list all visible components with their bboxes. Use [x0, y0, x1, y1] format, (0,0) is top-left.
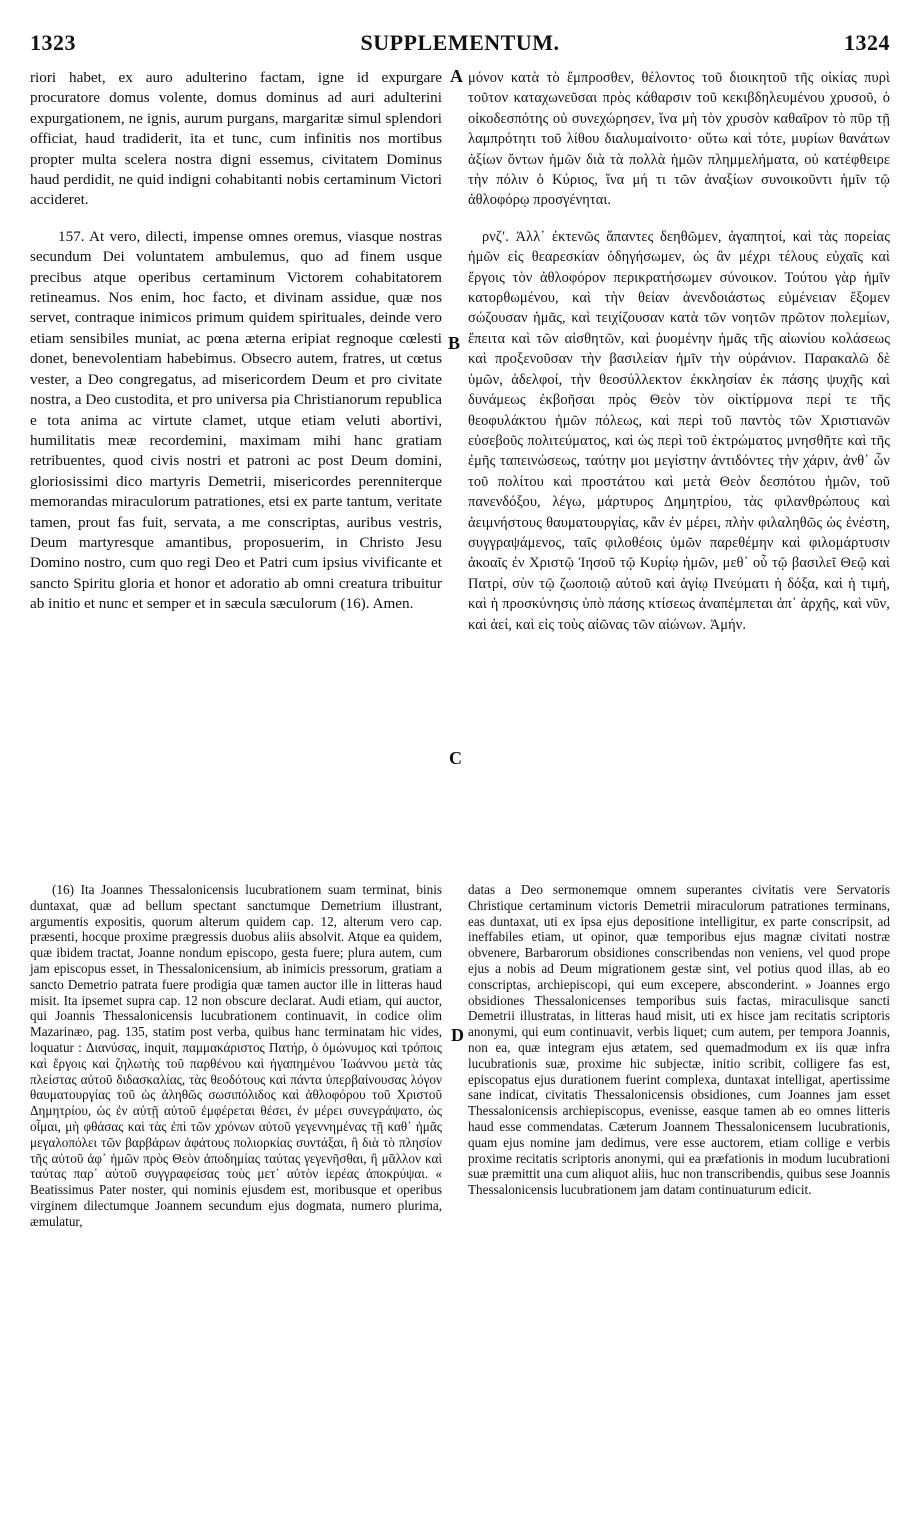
footnote-16-part-1: (16) Ita Joannes Thessalonicensis lucubrationem suam terminat, binis duntaxat, quæ ad bellum spectant sanctumque Demetrium illustrant, argumentis expositis, quorum alterum quidem cap. 12, alterum vero cap. præsenti, hocque proxime prægressis duobus aliis absolvit. Atque ea quidem, quæ ibidem tractat, Joanne nondum episcopo, gesta fuere; plura autem, cum jam episcopus esset, in Thessalonicensium, ab inimicis pressorum, gratiam a sancto Demetrio patrata fuere prodigia quæ tamen auctor ille in litteras haud misit. Ita ipsemet supra cap. 12 non obscure declarat. Audi etiam, qui auctor, qui Joannis Thessalonicensis lucubrationem continuavit, in codice olim Mazarinæo, pag. 135, statim post verba, quibus hanc terminatam hic vides, loquatur : Διανύσας, inquit, παμμακάριστος Πατήρ, ὁ ὁμώνυμος καὶ τρόποις καὶ ἔργοις καὶ ζηλωτὴς τοῦ παρθένου καὶ ἠγαπημένου Ἰωάννου μετὰ τὰς πλείστας αὐτοῦ διδασκαλίας, τὰς θεοδότους καὶ πάντα ὑπερβαίνουσας λόγον θαυματουργίας τοῦ ὡς ἀληθῶς σωσιπόλιδος καὶ ἀθλοφόρου τοῦ Χριστοῦ Δημητρίου, ὡς ἐν αὐτῇ αὐτοῦ ἐμφέρεται θέσει, ἐν μέρει συνεγράψατο, ὡς οἶμαι, μὴ φθάσας καὶ τὰς ἐπὶ τῶν χρόνων αὐτοῦ γεγεννημένας τῇ καθ᾽ ἡμᾶς μεγαλοπόλει τῶν βαρβάρων ἀφάτους πολιορκίας συντάξαι, ἢ διὰ τὸ πλησίον τῆς αὐτοῦ ἀφ᾽ ἡμῶν πρὸς Θεὸν ἀποδημίας ταύτας γεγενῆσθαι, ἢ μᾶλλον καὶ ταύτας παρ᾽ αὐτοῦ συγγραφείσας τοὺς μετ᾽ αὐτὸν ἱερέας ἀποκρύψαι. « Beatissimus Pater noster, qui nominis ejusdem est, moribusque et operibus virginem dilectumque Joannem secundum ejus dogmata, numero plurima, æmulatur,	[30, 882, 442, 1229]
section-marker-c: C	[449, 748, 462, 768]
latin-paragraph-1: riori habet, ex auro adulterino factam, igne id expurgare procuratore domus volente, domus dominus ad auri adulterini expurgationem, ne ignis, aurum purgans, margaritæ simul splendori officiat, haud tradiderit, ita et tunc, cum infinitis nos mortibus propter multa scelera nostra digni essemus, civitatem Dominus haud perdidit, ne quid indigni cohabitanti nobis certaminum Victori accideret.	[30, 69, 442, 209]
footnote-column-right	[468, 882, 890, 1198]
greek-paragraph-157: ρνζʹ. Ἀλλ᾽ ἐκτενῶς ἅπαντες δεηθῶμεν, ἀγαπητοί, καὶ τὰς πορείας ἡμῶν εἰς θεαρεσκίαν ὁδηγήσωμεν, ὡς ἂν μέχρι τέλους εὐχαῖς καὶ ἔργοις τὸν ἀθλοφόρον περικρατήσωμεν σύνοικον. Τούτου γὰρ ἡμῖν κατορθωμένου, καὶ τὴν θείαν ἀνενδοιάστως εὐμένειαν ἕξομεν σώζουσαν ἡμᾶς, καὶ τειχίζουσαν κατὰ τῶν νοητῶν πρῶτον πολεμίων, ἔπειτα καὶ τῶν αἰσθητῶν, καὶ ῥυομένην ἡμᾶς τῆς αἰωνίου κολάσεως καὶ προξενοῦσαν τὴν βασιλείαν ἡμῖν τὴν οὐράνιον. Παρακαλῶ δὲ ὑμῶν, ἀδελφοί, τὴν θεοσύλλεκτον ἐκκλησίαν ἐκ πάσης ψυχῆς καὶ δυνάμεως ἐκβοῆσαι πρὸς Θεὸν τὸν οἰκτίρμονα περί τε τῆς θεοφυλάκτου ἡμῶν πόλεως, καὶ περὶ τοῦ παντὸς τῶν Χριστιανῶν εὐσεβοῦς πολιτεύματος, καὶ ὡς περὶ τοῦ ἐκτρώματος μνησθῆτε καὶ τῆς ἐμῆς ταπεινώσεως, ταύτην μοι μεγίστην ἀντιδόντες τὴν χάριν, ἀνθ᾽ ὧν τοῦ πολίτου καὶ προστάτου καὶ μετὰ Θεὸν δεσπότου ἡμῶν, τοῦ πανενδόξου, λέγω, μάρτυρος Δημητρίου, τὰς φιλανθρώπους καὶ ἀειμνήστους θαυματουργίας, κἂν ἐν μέρει, πλὴν φιλαληθῶς ὡς ἐνέστη, συγγραψάμενος, ταῖς φιλοθέοις ὑμῶν παρεθέμην καὶ φιλομάρτυσιν ἀκοαῖς ἐν Χριστῷ Ἰησοῦ τῷ Κυρίῳ ἡμῶν, μεθ᾽ οὗ τῷ βασιλεῖ Θεῷ καὶ Πατρί, σὺν τῷ ζωοποιῷ αὐτοῦ καὶ ἁγίῳ Πνεύματι ἡ δόξα, καὶ ἡ τιμή, καὶ ἡ προσκύνησις ὑπὸ πάσης κτίσεως ἀναπέμπεται ἀπ᾽ ἀρχῆς, καὶ νῦν, καὶ ἀεί, καὶ εἰς τοὺς αἰῶνας τῶν αἰώνων. Ἀμήν.	[468, 228, 890, 633]
greek-paragraph-1: μόνον κατὰ τὸ ἔμπροσθεν, θέλοντος τοῦ διοικητοῦ τῆς οἰκίας πυρὶ τοῦτον καταχωνεῦσαι πρὸς κάθαρσιν τοῦ κεκιβδηλευμένου χρυσοῦ, ὁ οἰκοδεσπότης οὐ συνεχώρησεν, ἵνα μὴ τὸν χρυσὸν καθαῖρον τὸ πῦρ τῇ λαμπρότητι τοῦ λίθου διαλυμαίνοιτο· οὕτω καὶ τότε, μυρίων θανάτων ἀξίων ὄντων ἡμῶν διὰ τὰ πολλὰ ἡμῶν πλημμελήματα, οὐ κατέφθειρε τὴν πόλιν ὁ Κύριος, ἵνα μή τι τῶν ἀναξίων συνοικοῦντι ἡμῖν τῷ ἀθλοφόρῳ προσγένηται.	[468, 70, 890, 209]
greek-main-column	[468, 68, 890, 635]
page-header	[30, 30, 890, 60]
section-marker-b: B	[448, 333, 461, 353]
page-number-right: 1324	[844, 30, 890, 55]
section-marker-a: A	[450, 66, 463, 86]
footnote-16-part-2: datas a Deo sermonemque omnem superantes civitatis vere Servatoris Christique certaminum victoris Demetrii miraculorum patrationes terminans, eas duntaxat, uti ex ipsa ejus depositione intelligitur, ex parte conscripsit, ad ineffabiles etiam, ut opinor, quæ temporibus ejus magnæ civitati nostræ obvenere, Barbarorum obsidiones conscribendas non veniens, vel quod prope ejus a nobis ad Deum migrationem gestæ sint, vel potius quod illas, ab eo conscriptas, archiepiscopi, qui eum excepere, absconderint. » Joannes ergo obsidiones Thessalonicenses temporibus suis factas, miraculisque sancti Demetrii illustratas, in litteras haud misit, uti ex hisce jam recitatis scriptoris anonymi, qui eum continuavit, verbis liquet; cum autem, per tempora Joannis, non ea, quæ integram ejus ætatem, sed quemadmodum ex iis quæ infra lucubrationis suæ, proxime hic subjectæ, initio scribit, colligere fas est, episcopatus ejus durationem fuerint complexa, duntaxat intelligat, apertissime sane indicat, civitatis Thessalonicensis obsidiones, cum Joannes jam esset Thessalonicensis archiepiscopus, evenisse, easque tamen ab eo omnes litteris haud esse commendatas. Cæterum Joannem Thessalonicensem lucubrationis, quam ejus nomine jam dedimus, vere esse auctorem, etiam collige e verbis proxime recitatis scriptoris anonymi, qui ea præfationis in modum lucubrationi suæ præmittit una cum aliquot aliis, huc non transcribendis, quibus sese Joannis Thessalonicensis lucubrationem jam datam continuaturum edicit.	[468, 882, 890, 1198]
latin-paragraph-157: 157. At vero, dilecti, impense omnes oremus, viasque nostras secundum Dei voluntatem ambulemus, quo ad finem usque precibus atque operibus certaminum Victorem cohabitatorem retineamus. Nos enim, hoc facto, et divinam assidue, quæ nos servet, contraque inimicos primum quidem spirituales, deinde vero etiam sensibiles muniat, ac pœna æterna eripiat regnoque cœlesti donet, benevolentiam habebimus. Obsecro autem, fratres, ut cœtus vester, a Deo congregatus, ad misericordem Deum et pro civitate nostra, a Deo custodita, et pro universa pia Christianorum republica e tota anima ac virtute clamet, utque etiam veluti abortivi, humilitatis meæ recordemini, maximam mihi hanc gratiam retribuentes, quod civis nostri et patroni ac post Deum domini, gloriosissimi dico martyris Demetrii, misericordes perenniterque memorandas miraculorum patrationes, etsi ex parte tantum, veritate tamen, prout fas fuit, servata, a me conscriptas, auribus vestris, Deum martyresque amantibus, proposuerim, in Christo Jesu Domino nostro, cum quo regi Deo et Patri cum ipsius vivificante et sancto Spiritu gloria et honor et adoratio ab omni creatura tribuitur ab initio et nunc et semper et in sæcula sæculorum (16). Amen.	[30, 227, 442, 613]
latin-main-column	[30, 68, 442, 615]
running-title: SUPPLEMENTUM.	[360, 30, 560, 55]
page-number-left: 1323	[30, 30, 76, 55]
footnote-column-left	[30, 882, 442, 1230]
section-marker-d: D	[451, 1025, 464, 1045]
